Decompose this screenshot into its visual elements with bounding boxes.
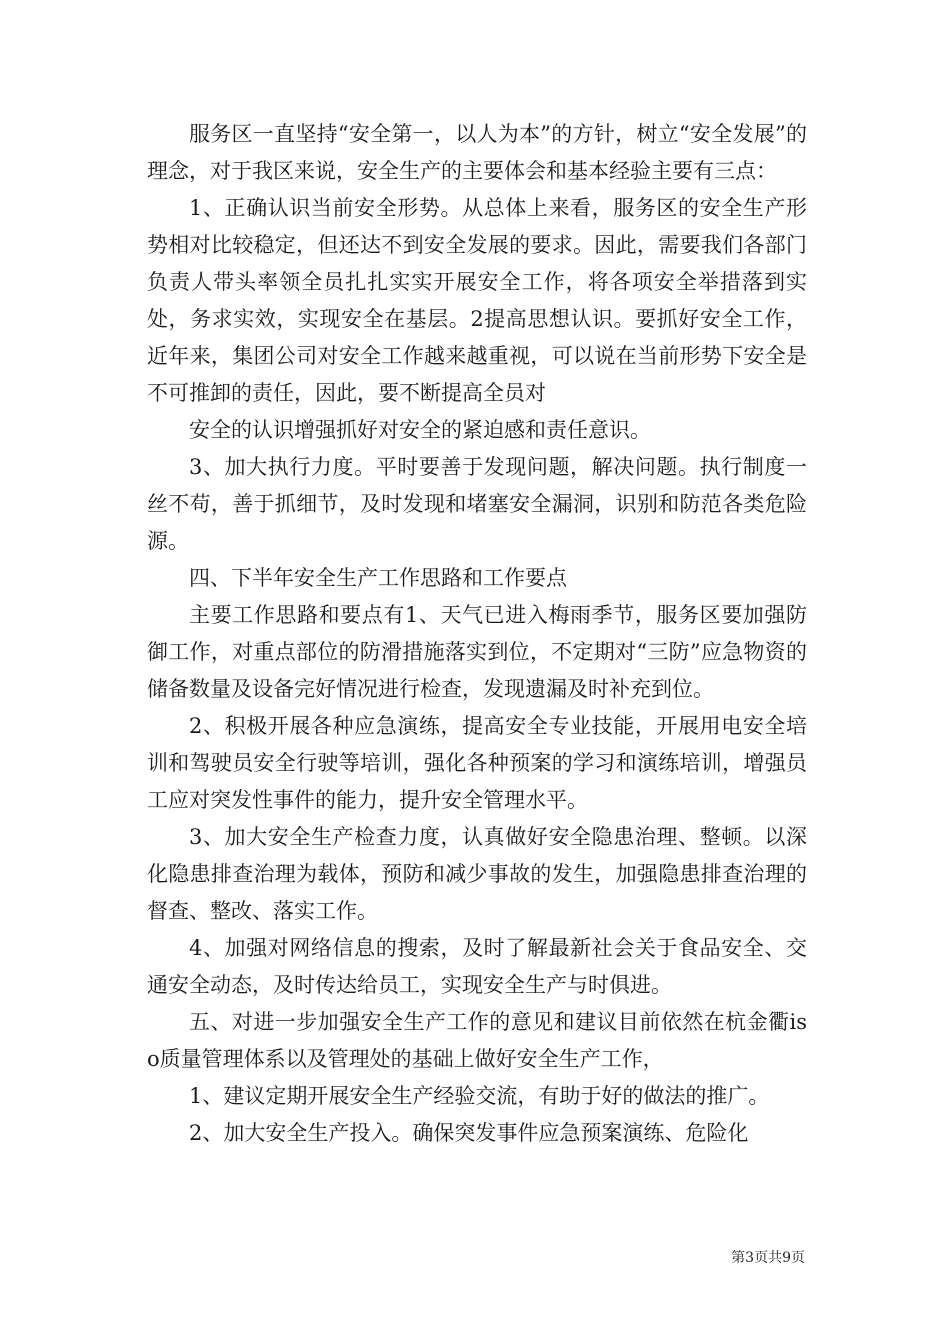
document-body [147, 116, 807, 1152]
page-number: 第3页共9页 [731, 1250, 805, 1266]
paragraph-11: 1、建议定期开展安全生产经验交流，有助于好的做法的推广。 [189, 1084, 770, 1108]
paragraph-8: 3、加大安全生产检查力度，认真做好安全隐患治理、整顿。以深化隐患排查治理为载体，预防和减少事故的发生，加强隐患排查治理的督查、整改、落实工作。 [147, 825, 807, 923]
section-heading-4: 四、下半年安全生产工作思路和工作要点 [189, 566, 567, 590]
paragraph-7: 2、积极开展各种应急演练，提高安全专业技能，开展用电安全培训和驾驶员安全行驶等培训，强化各种预案的学习和演练培训，增强员工应对突发性事件的能力，提升安全管理水平。 [147, 714, 807, 812]
paragraph-9: 4、加强对网络信息的搜索，及时了解最新社会关于食品安全、交通安全动态，及时传达给员工，实现安全生产与时俱进。 [147, 936, 807, 997]
page-footer [0, 1248, 950, 1268]
paragraph-2: 1、正确认识当前安全形势。从总体上来看，服务区的安全生产形势相对比较稳定，但还达不到安全发展的要求。因此，需要我们各部门负责人带头率领全员扎扎实实开展安全工作，将各项安全举措落到实处，务求实效，实现安全在基层。2提高思想认识。要抓好安全工作，近年来，集团公司对安全工作越来越重视，可以说在当前形势下安全是不可推卸的责任，因此，要不断提高全员对 [147, 196, 807, 405]
paragraph-10: 五、对进一步加强安全生产工作的意见和建议目前依然在杭金衢iso质量管理体系以及管理处的基础上做好安全生产工作， [147, 1010, 807, 1071]
paragraph-1: 服务区一直坚持“安全第一，以人为本”的方针，树立“安全发展”的理念，对于我区来说，安全生产的主要体会和基本经验主要有三点： [147, 122, 807, 183]
paragraph-6: 主要工作思路和要点有1、天气已进入梅雨季节，服务区要加强防御工作，对重点部位的防滑措施落实到位，不定期对“三防”应急物资的储备数量及设备完好情况进行检查，发现遗漏及时补充到位。 [147, 603, 807, 701]
paragraph-12: 2、加大安全生产投入。确保突发事件应急预案演练、危险化 [189, 1121, 749, 1145]
paragraph-4: 3、加大执行力度。平时要善于发现问题，解决问题。执行制度一丝不苟，善于抓细节，及时发现和堵塞安全漏洞，识别和防范各类危险源。 [147, 455, 807, 553]
paragraph-3: 安全的认识增强抓好对安全的紧迫感和责任意识。 [189, 418, 651, 442]
